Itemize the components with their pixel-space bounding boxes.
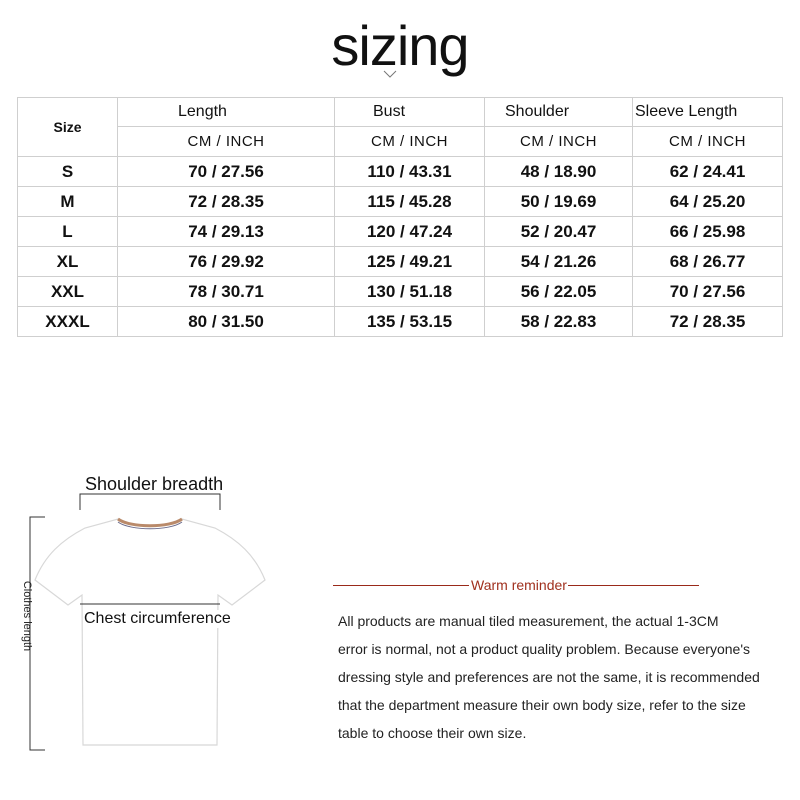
table-cell: 135 / 53.15: [335, 307, 485, 337]
table-cell: 56 / 22.05: [485, 277, 633, 307]
table-cell: 110 / 43.31: [335, 157, 485, 187]
table-cell: 72 / 28.35: [118, 187, 335, 217]
table-cell: 125 / 49.21: [335, 247, 485, 277]
table-row: [18, 217, 783, 247]
page-title: sizing: [331, 14, 469, 77]
table-cell: 54 / 21.26: [485, 247, 633, 277]
table-cell: 74 / 29.13: [118, 217, 335, 247]
reminder-text: [338, 607, 768, 747]
size-column-header: Size: [18, 98, 118, 157]
table-cell: 78 / 30.71: [118, 277, 335, 307]
table-row: [18, 277, 783, 307]
column-header-bust: Bust: [335, 98, 485, 127]
table-cell: 76 / 29.92: [118, 247, 335, 277]
table-cell: 72 / 28.35: [633, 307, 783, 337]
size-cell: XXXL: [18, 307, 118, 337]
column-header-length: Length: [118, 98, 335, 127]
tshirt-shape: [35, 519, 265, 745]
table-cell: 70 / 27.56: [633, 277, 783, 307]
size-cell: XXL: [18, 277, 118, 307]
table-cell: 68 / 26.77: [633, 247, 783, 277]
table-cell: 64 / 25.20: [633, 187, 783, 217]
size-table: [17, 97, 783, 337]
size-cell: XL: [18, 247, 118, 277]
size-cell: S: [18, 157, 118, 187]
table-cell: 52 / 20.47: [485, 217, 633, 247]
shoulder-breadth-label: Shoulder breadth: [85, 474, 224, 494]
reminder-title: Warm reminder: [471, 577, 567, 593]
size-cell: M: [18, 187, 118, 217]
table-cell: 70 / 27.56: [118, 157, 335, 187]
table-row: [18, 157, 783, 187]
reminder-divider-left: [333, 585, 469, 586]
table-cell: 130 / 51.18: [335, 277, 485, 307]
shoulder-bracket: [80, 494, 220, 510]
chest-circumference-label: Chest circumference: [84, 610, 231, 627]
table-cell: 50 / 19.69: [485, 187, 633, 217]
column-header-sleeve-length: Sleeve Length: [633, 98, 783, 127]
table-row: [18, 187, 783, 217]
table-cell: 66 / 25.98: [633, 217, 783, 247]
table-cell: 48 / 18.90: [485, 157, 633, 187]
reminder-line: All products are manual tiled measurement, the actual 1-3CM: [338, 613, 719, 629]
reminder-line: table to choose their own size.: [338, 725, 527, 741]
chevron-down-icon: [383, 70, 397, 78]
table-row: [18, 247, 783, 277]
reminder-line: error is normal, not a product quality problem. Because everyone's: [338, 641, 750, 657]
reminder-line: dressing style and preferences are not the same, it is recommended: [338, 669, 760, 685]
size-cell: L: [18, 217, 118, 247]
unit-label: CM / INCH: [335, 127, 485, 157]
table-cell: 58 / 22.83: [485, 307, 633, 337]
table-cell: 120 / 47.24: [335, 217, 485, 247]
unit-label: CM / INCH: [485, 127, 633, 157]
table-row: [18, 307, 783, 337]
table-cell: 80 / 31.50: [118, 307, 335, 337]
unit-label: CM / INCH: [633, 127, 783, 157]
unit-label: CM / INCH: [118, 127, 335, 157]
clothes-length-label: Clothes length: [21, 580, 34, 652]
table-cell: 115 / 45.28: [335, 187, 485, 217]
reminder-line: that the department measure their own body size, refer to the size: [338, 697, 746, 713]
reminder-divider-right: [566, 585, 699, 586]
collar-shape: [118, 519, 182, 526]
column-header-shoulder: Shoulder: [485, 98, 633, 127]
table-cell: 62 / 24.41: [633, 157, 783, 187]
